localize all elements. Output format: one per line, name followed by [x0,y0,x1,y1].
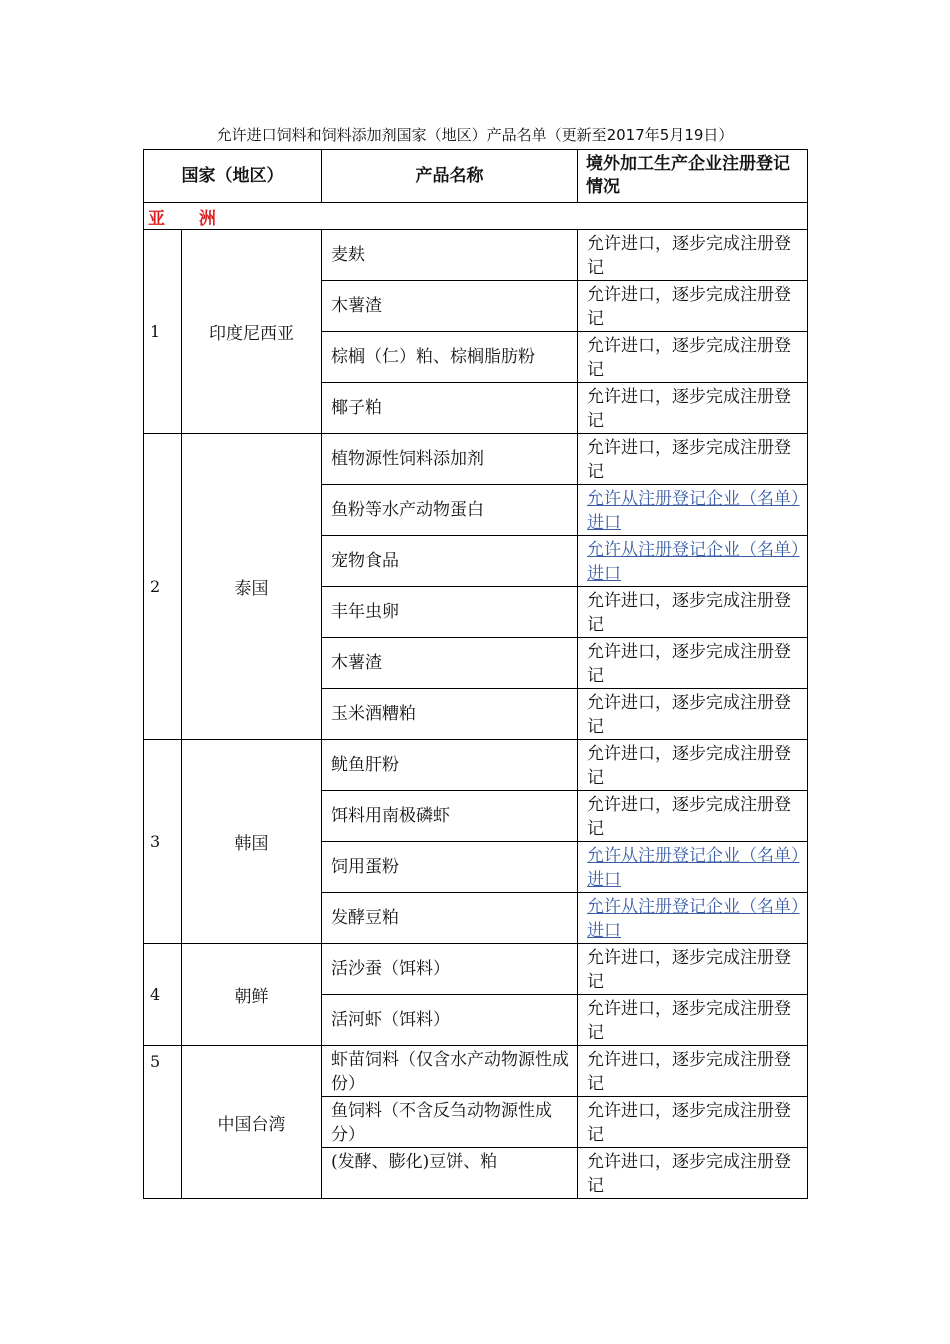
status-cell: 允许进口，逐步完成注册登记 [578,332,808,383]
product-cell: 饵料用南极磷虾 [322,791,578,842]
product-cell: 宠物食品 [322,536,578,587]
status-cell: 允许进口，逐步完成注册登记 [578,1046,808,1097]
product-cell: 活沙蚕（饵料） [322,944,578,995]
product-cell: 饲用蛋粉 [322,842,578,893]
status-cell [578,485,808,536]
status-cell: 允许进口，逐步完成注册登记 [578,434,808,485]
status-cell: 允许进口，逐步完成注册登记 [578,995,808,1046]
product-cell: 植物源性饲料添加剂 [322,434,578,485]
status-cell [578,842,808,893]
status-cell: 允许进口，逐步完成注册登记 [578,638,808,689]
country-cell: 韩国 [182,740,322,944]
status-cell: 允许进口，逐步完成注册登记 [578,1148,808,1199]
row-number: 5 [144,1046,182,1199]
product-cell: 发酵豆粕 [322,893,578,944]
status-cell: 允许进口，逐步完成注册登记 [578,1097,808,1148]
row-number: 2 [144,434,182,740]
table-row [144,434,808,485]
product-cell: 木薯渣 [322,638,578,689]
product-cell: 椰子粕 [322,383,578,434]
country-cell: 印度尼西亚 [182,230,322,434]
region-label: 亚 洲 [144,203,808,230]
row-number: 3 [144,740,182,944]
product-cell: 鱼饲料（不含反刍动物源性成分） [322,1097,578,1148]
registered-list-link[interactable]: 允许从注册登记企业（名单）进口 [587,489,800,533]
product-cell: 麦麸 [322,230,578,281]
registered-list-link[interactable]: 允许从注册登记企业（名单）进口 [587,897,800,941]
document-title: 允许进口饲料和饲料添加剂国家（地区）产品名单（更新至2017年5月19日） [216,126,734,144]
region-row [144,203,808,230]
country-cell: 中国台湾 [182,1046,322,1199]
product-cell: 棕榈（仁）粕、棕榈脂肪粉 [322,332,578,383]
registered-list-link[interactable]: 允许从注册登记企业（名单）进口 [587,846,800,890]
status-cell: 允许进口，逐步完成注册登记 [578,791,808,842]
product-cell: 玉米酒糟粕 [322,689,578,740]
header-product: 产品名称 [322,150,578,203]
product-cell: 木薯渣 [322,281,578,332]
country-cell: 泰国 [182,434,322,740]
status-cell [578,536,808,587]
status-cell: 允许进口，逐步完成注册登记 [578,281,808,332]
status-cell: 允许进口，逐步完成注册登记 [578,740,808,791]
row-number: 1 [144,230,182,434]
status-cell: 允许进口，逐步完成注册登记 [578,383,808,434]
table-row [144,230,808,281]
product-cell: 鱼粉等水产动物蛋白 [322,485,578,536]
header-country: 国家（地区） [144,150,322,203]
row-number: 4 [144,944,182,1046]
header-row [144,150,808,203]
product-cell: 虾苗饲料（仅含水产动物源性成份） [322,1046,578,1097]
country-cell: 朝鲜 [182,944,322,1046]
status-cell: 允许进口，逐步完成注册登记 [578,587,808,638]
registered-list-link[interactable]: 允许从注册登记企业（名单）进口 [587,540,800,584]
status-cell: 允许进口，逐步完成注册登记 [578,689,808,740]
table-row [144,1046,808,1097]
table-row [144,944,808,995]
product-cell: (发酵、膨化)豆饼、粕 [322,1148,578,1199]
table-row [144,740,808,791]
product-cell: 鱿鱼肝粉 [322,740,578,791]
product-cell: 丰年虫卵 [322,587,578,638]
product-list-table [143,149,808,1199]
status-cell: 允许进口，逐步完成注册登记 [578,230,808,281]
product-cell: 活河虾（饵料） [322,995,578,1046]
header-status: 境外加工生产企业注册登记情况 [578,150,808,203]
status-cell [578,893,808,944]
status-cell: 允许进口，逐步完成注册登记 [578,944,808,995]
